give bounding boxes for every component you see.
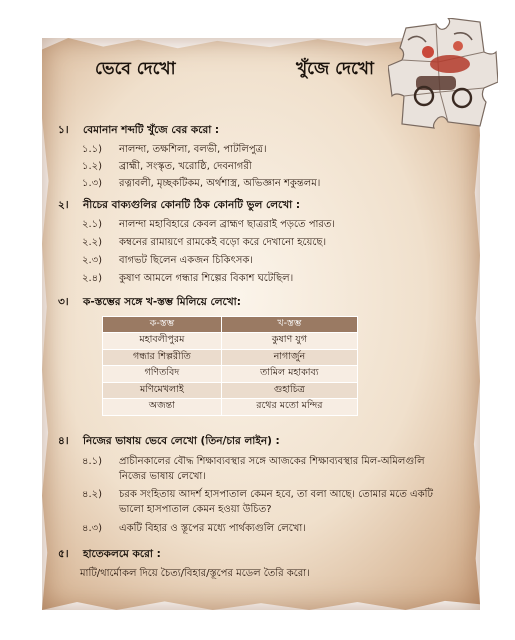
match-table	[102, 316, 358, 416]
item-number: ২.৩)	[82, 255, 103, 266]
question-text: ক-স্তম্ভের সঙ্গে খ-স্তম্ভ মিলিয়ে লেখো:	[83, 296, 241, 308]
table-cell: মণিমেখলাই	[103, 382, 222, 399]
question-text: হাতেকলমে করো :	[83, 548, 161, 560]
table-cell: গন্ধার শিল্পরীতি	[103, 349, 222, 366]
item-text: ব্রাহ্মী, সংস্কৃত, খরোষ্ঠি, দেবনাগরী	[119, 161, 252, 172]
item-text: নালন্দা মহাবিহারে কেবল ব্রাহ্মণ ছাত্ররাই পড়তে পারত।	[119, 219, 336, 230]
item-number: ৪.২)	[82, 489, 103, 500]
table-cell: রথের মতো মন্দির	[221, 399, 357, 416]
item-number: ৪.১)	[82, 456, 103, 467]
item-number: ১.৩)	[82, 178, 103, 189]
question-text: বেমানান শব্দটি খুঁজে বের করো :	[83, 124, 220, 136]
item-number: ১.১)	[82, 144, 103, 155]
question-number: ২।	[58, 199, 69, 211]
table-cell: মহাবলীপুরম	[103, 333, 222, 350]
item-text: একটি বিহার ও স্তূপের মধ্যে পার্থক্যগুলি লেখো।	[119, 523, 306, 534]
question-number: ৩।	[58, 296, 69, 308]
header-search-title: খুঁজে দেখো	[296, 59, 374, 79]
table-row	[103, 399, 358, 416]
table-cell: অজন্তা	[103, 399, 222, 416]
item-text: বাগভট ছিলেন একজন চিকিৎসক।	[119, 255, 253, 266]
table-header-row	[103, 317, 358, 333]
question-number: ৫।	[58, 548, 69, 560]
item-text: কম্বনের রামায়ণে রামকেই বড়ো করে দেখানো হয়েছে।	[119, 237, 327, 248]
item-number: ২.২)	[82, 237, 103, 248]
item-text: রত্নাবলী, মৃচ্ছকটিকম, অর্থশাস্ত্র, অভিজ্ঞান শকুন্তলম।	[119, 178, 321, 189]
item-number: ৪.৩)	[82, 523, 103, 534]
table-cell: গুহাচিত্র	[221, 382, 357, 399]
item-text: নালন্দা, তক্ষশিলা, বলভী, পাটলিপুত্র।	[119, 144, 267, 155]
item-number: ২.৪)	[82, 273, 103, 284]
header-think-title: ভেবে দেখো	[95, 59, 176, 79]
question-5-body: মাটি/থার্মোকল দিয়ে চৈত্য/বিহার/স্তূপের মডেল তৈরি করো।	[80, 568, 310, 579]
item-text: প্রাচীনকালের বৌদ্ধ শিক্ষাব্যবস্থার সঙ্গে আজকের শিক্ষাব্যবস্থার মিল-অমিলগুলি নিজের ভাষায় লেখো।	[119, 456, 425, 482]
question-text: নীচের বাক্যগুলির কোনটি ঠিক কোনটি ভুল লেখো :	[83, 199, 301, 211]
table-row	[103, 349, 358, 366]
question-text: নিজের ভাষায় ভেবে লেখো (তিন/চার লাইন) :	[83, 435, 280, 447]
column-header: ক-স্তম্ভ	[103, 317, 222, 333]
table-cell: গণিতবিদ	[103, 366, 222, 383]
table-cell: নাগার্জুন	[221, 349, 357, 366]
table-cell: তামিল মহাকাব্য	[221, 366, 357, 383]
item-text: কুষাণ আমলে গন্ধার শিল্পের বিকাশ ঘটেছিল।	[119, 273, 294, 284]
table-row	[103, 366, 358, 383]
table-cell: কুষাণ যুগ	[221, 333, 357, 350]
column-header: খ-স্তম্ভ	[221, 317, 357, 333]
item-text: চরক সংহিতায় আদর্শ হাসপাতাল কেমন হবে, তা বলা আছে। তোমার মতে একটি ভালো হাসপাতাল কেমন হওয়া উচিত?	[119, 489, 433, 515]
table-row	[103, 382, 358, 399]
question-number: ১।	[58, 124, 69, 136]
item-number: ১.২)	[82, 161, 103, 172]
question-number: ৪।	[58, 435, 69, 447]
item-number: ২.১)	[82, 219, 103, 230]
table-row	[103, 333, 358, 350]
